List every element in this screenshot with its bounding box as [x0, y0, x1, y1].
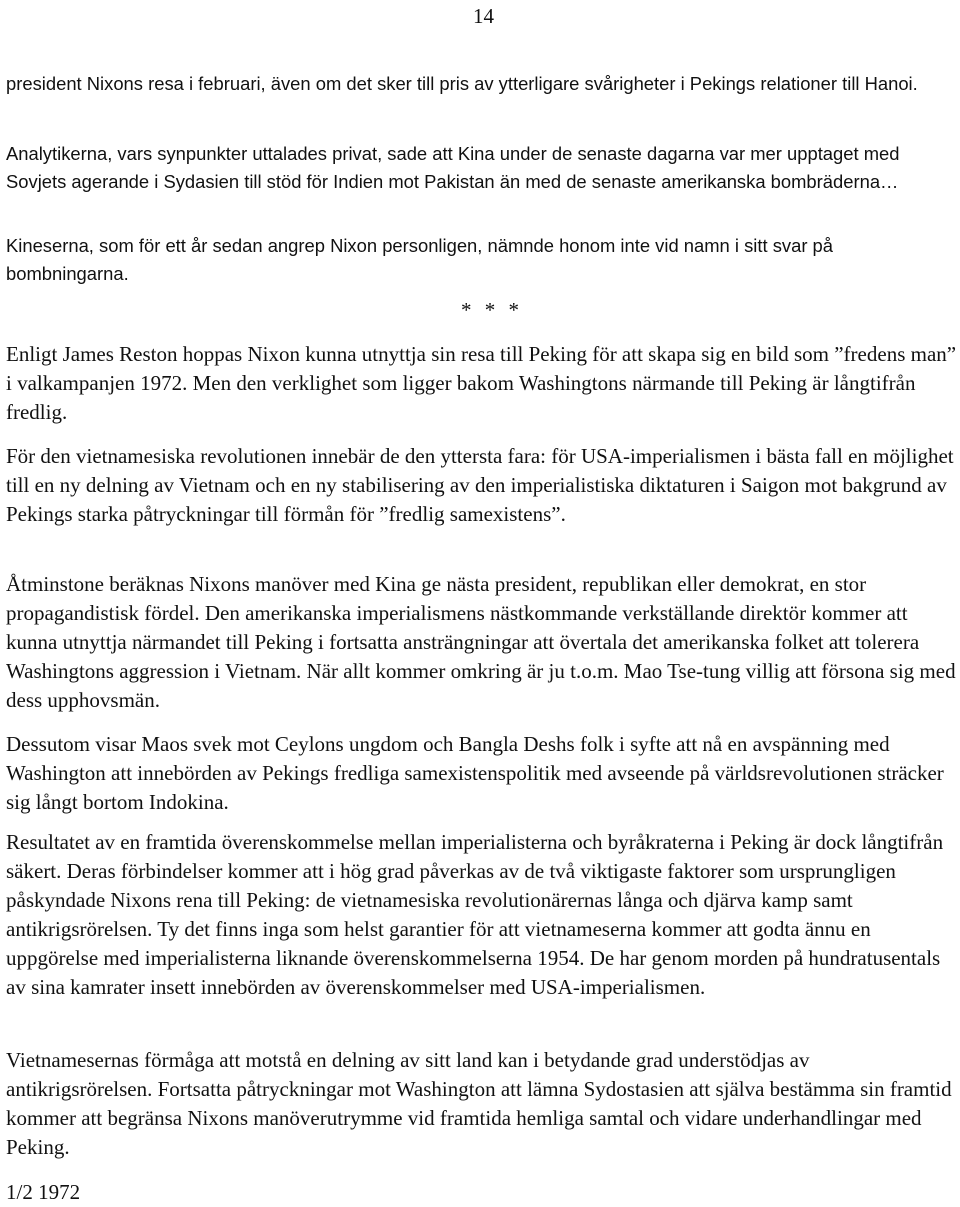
document-date: 1/2 1972 [6, 1180, 81, 1204]
quote-paragraph-2: Analytikerna, vars synpunkter uttalades privat, sade att Kina under de senaste dagarna var mer upptaget med Sovjets agerande i Sydasien till stöd för Indien mot Pakistan än med de senaste amerikanska bombräderna… [6, 143, 900, 192]
page-number: 14 [473, 4, 494, 28]
body-paragraph-5: Resultatet av en framtida överenskommelse mellan imperialisterna och byråkraterna i Peking är dock långtifrån säkert. Deras förbindelser kommer att i hög grad påverkas av de två viktigaste faktorer som ursprungligen påskyndade Nixons rena till Peking: de vietnamesiska revolutionärernas långa och djärva kamp samt antikrigsrörelsen. Ty det finns inga som helst garantier för att vietnameserna kommer att godta ännu en uppgörelse med imperialisterna liknande överenskommelserna 1954. De har genom morden på hundratusentals av sina kamrater insett innebörden av överenskommelser med USA-imperialismen. [6, 830, 944, 999]
body-paragraph-1: Enligt James Reston hoppas Nixon kunna utnyttja sin resa till Peking för att skapa sig en bild som ”fredens man” i valkampanjen 1972. Men den verklighet som ligger bakom Washingtons närmande till Peking är långtifrån fredlig. [6, 342, 957, 424]
quote-paragraph-1: president Nixons resa i februari, även om det sker till pris av ytterligare svårigheter i Pekings relationer till Hanoi. [6, 73, 918, 94]
body-paragraph-2: För den vietnamesiska revolutionen innebär de den yttersta fara: för USA-imperialismen i bästa fall en möjlighet till en ny delning av Vietnam och en ny stabilisering av den imperialistiska diktaturen i Saigon mot bakgrund av Pekings starka påtryckningar till förmån för ”fredlig samexistens”. [6, 444, 954, 526]
section-separator: * * * [461, 298, 519, 322]
body-paragraph-3: Åtminstone beräknas Nixons manöver med Kina ge nästa president, republikan eller demokrat, en stor propagandistisk fördel. Den amerikanska imperialismens nästkommande verkställande direktör kommer att kunna utnyttja närmandet till Peking i fortsatta ansträngningar att övertala det amerikanska folket att tolerera Washingtons aggression i Vietnam. När allt kommer omkring är ju t.o.m. Mao Tse-tung villig att försona sig med dess upphovsmän. [6, 572, 956, 712]
body-paragraph-6: Vietnamesernas förmåga att motstå en delning av sitt land kan i betydande grad understödjas av antikrigsrörelsen. Fortsatta påtryckningar mot Washington att lämna Sydostasien att själva bestämma sin framtid kommer att begränsa Nixons manöverutrymme vid framtida hemliga samtal och vidare underhandlingar med Peking. [6, 1048, 952, 1159]
body-paragraph-4: Dessutom visar Maos svek mot Ceylons ungdom och Bangla Deshs folk i syfte att nå en avspänning med Washington att innebörden av Pekings fredliga samexistenspolitik med avseende på världsrevolutionen sträcker sig långt bortom Indokina. [6, 732, 944, 814]
quote-paragraph-3: Kineserna, som för ett år sedan angrep Nixon personligen, nämnde honom inte vid namn i sitt svar på bombningarna. [6, 235, 834, 284]
